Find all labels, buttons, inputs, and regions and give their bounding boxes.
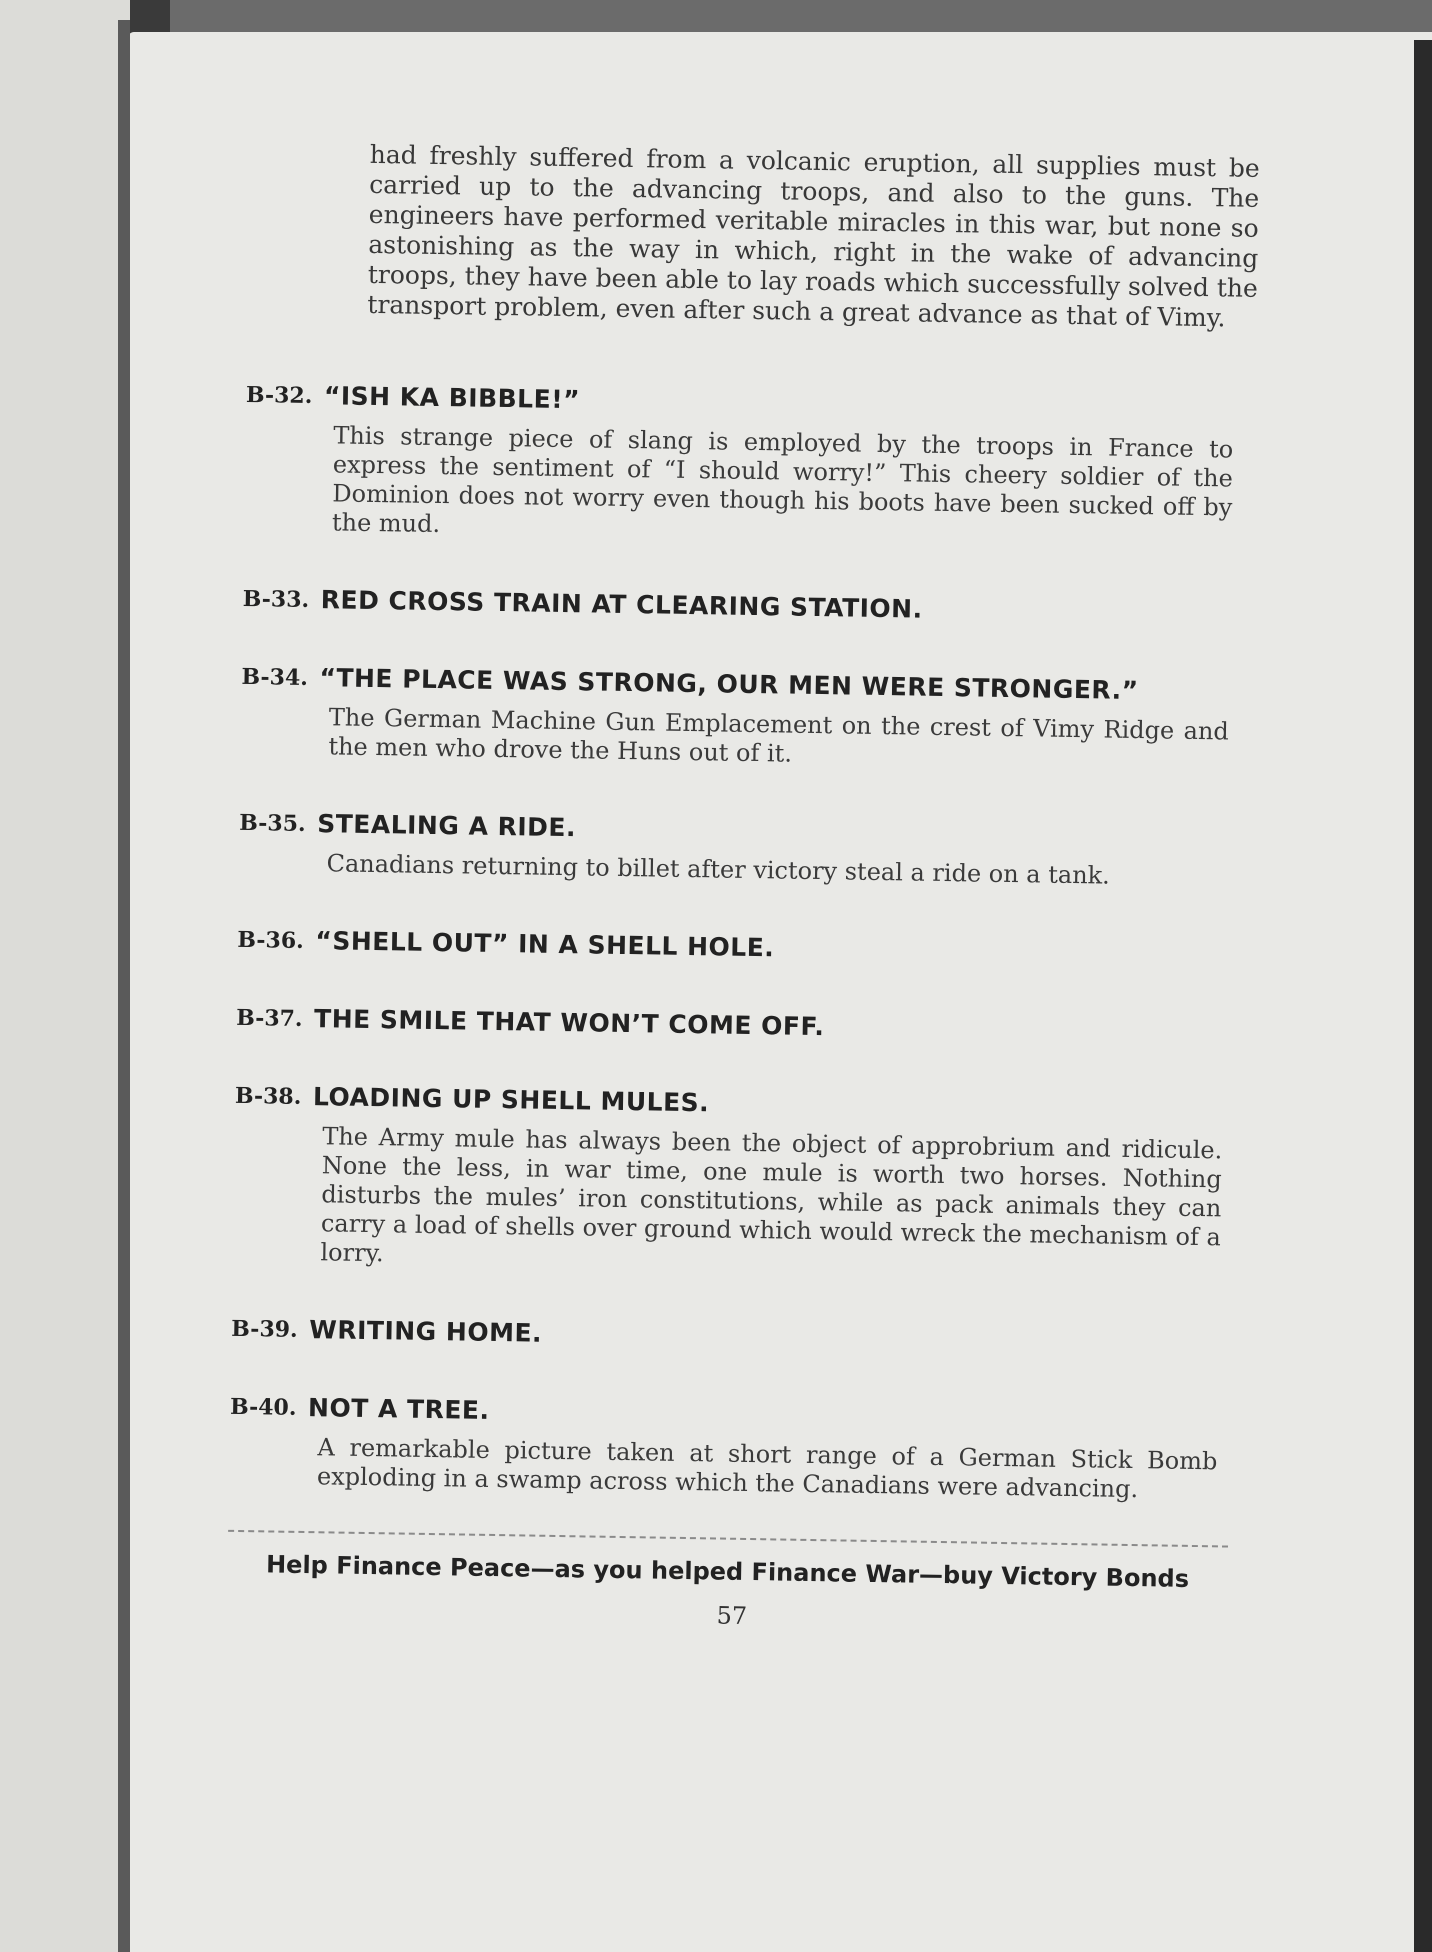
footer-divider: [228, 1530, 1228, 1548]
entry-title: “THE PLACE WAS STRONG, OUR MEN WERE STRONGER.”: [319, 663, 1139, 706]
entry-b34: [240, 662, 1251, 776]
entry-title: NOT A TREE.: [307, 1393, 490, 1425]
continued-paragraph: had freshly suffered from a volcanic eruption, all supplies must be carried up to the advancing troops, and also to the guns. The engineers have performed veritable miracles in this war, but none so astonishing as the way in which, right in the wake of advancing troops, they have been able to lay roads which successfully solved the transport problem, even after such a great advance as that of Vimy.: [367, 139, 1260, 333]
entry-b38: [232, 1081, 1245, 1282]
entry-title: STEALING A RIDE.: [317, 809, 577, 843]
entry-heading: [246, 380, 1256, 426]
entry-number: B-32.: [245, 381, 313, 410]
facing-page: [0, 0, 130, 1952]
entry-title: “ISH KA BIBBLE!”: [323, 381, 581, 415]
entry-description: Canadians returning to billet after victory steal a ride on a tank.: [326, 849, 1111, 890]
entry-title: THE SMILE THAT WON’T COME OFF.: [313, 1004, 825, 1042]
entry-number: B-38.: [234, 1082, 302, 1110]
entry-heading: [230, 1392, 1240, 1438]
entry-number: B-33.: [242, 585, 310, 613]
entry-description: The German Machine Gun Emplacement on the crest of Vimy Ridge and the men who drove the Huns out of it.: [328, 703, 1230, 768]
entry-b32: [244, 380, 1256, 552]
entry-number: B-40.: [229, 1393, 297, 1421]
entry-title: WRITING HOME.: [309, 1315, 543, 1348]
entry-heading: [235, 1081, 1245, 1127]
entry-heading: [239, 808, 1249, 854]
entry-number: B-39.: [231, 1315, 298, 1343]
entry-b33: [243, 584, 1253, 630]
entry-heading: [231, 1314, 1241, 1360]
entry-b37: [236, 1003, 1246, 1049]
page-edge-shadow: [1414, 40, 1432, 1952]
entry-number: B-34.: [241, 663, 309, 691]
page-content: [227, 138, 1260, 1638]
entry-number: B-36.: [237, 926, 305, 954]
entry-description: The Army mule has always been the object of approbrium and ridicule. None the less, in war time, one mule is worth two horses. Nothing disturbs the mules’ iron constitutions, while as pack animals they can carry a load of shells over ground which would wreck the mechanism of a lorry.: [320, 1122, 1223, 1268]
entry-heading: [236, 1003, 1246, 1049]
entry-heading: [237, 925, 1247, 971]
entry-heading: [241, 662, 1251, 708]
entry-number: B-35.: [239, 809, 306, 837]
footer-slogan: Help Finance Peace—as you helped Finance War—buy Victory Bonds: [265, 1550, 1190, 1593]
entry-heading: [243, 584, 1253, 630]
entry-title: LOADING UP SHELL MULES.: [312, 1082, 710, 1118]
entry-b36: [237, 925, 1247, 971]
book-spine: [118, 20, 130, 1952]
entry-number: B-37.: [235, 1004, 303, 1032]
page-number: 57: [716, 1601, 748, 1630]
entry-b35: [238, 808, 1249, 893]
entry-b39: [231, 1314, 1241, 1360]
entry-description: This strange piece of slang is employed by the troops in France to express the sentiment of “I should worry!” This cheery soldier of the Dominion does not worry even though his boots have been sucked off by the mud.: [331, 421, 1234, 539]
entry-title: RED CROSS TRAIN AT CLEARING STATION.: [320, 585, 923, 624]
entry-b40: [229, 1392, 1240, 1506]
entry-title: “SHELL OUT” IN A SHELL HOLE.: [315, 926, 775, 963]
entry-description: A remarkable picture taken at short range of a German Stick Bomb exploding in a swamp across which the Canadians were advancing.: [316, 1433, 1218, 1504]
